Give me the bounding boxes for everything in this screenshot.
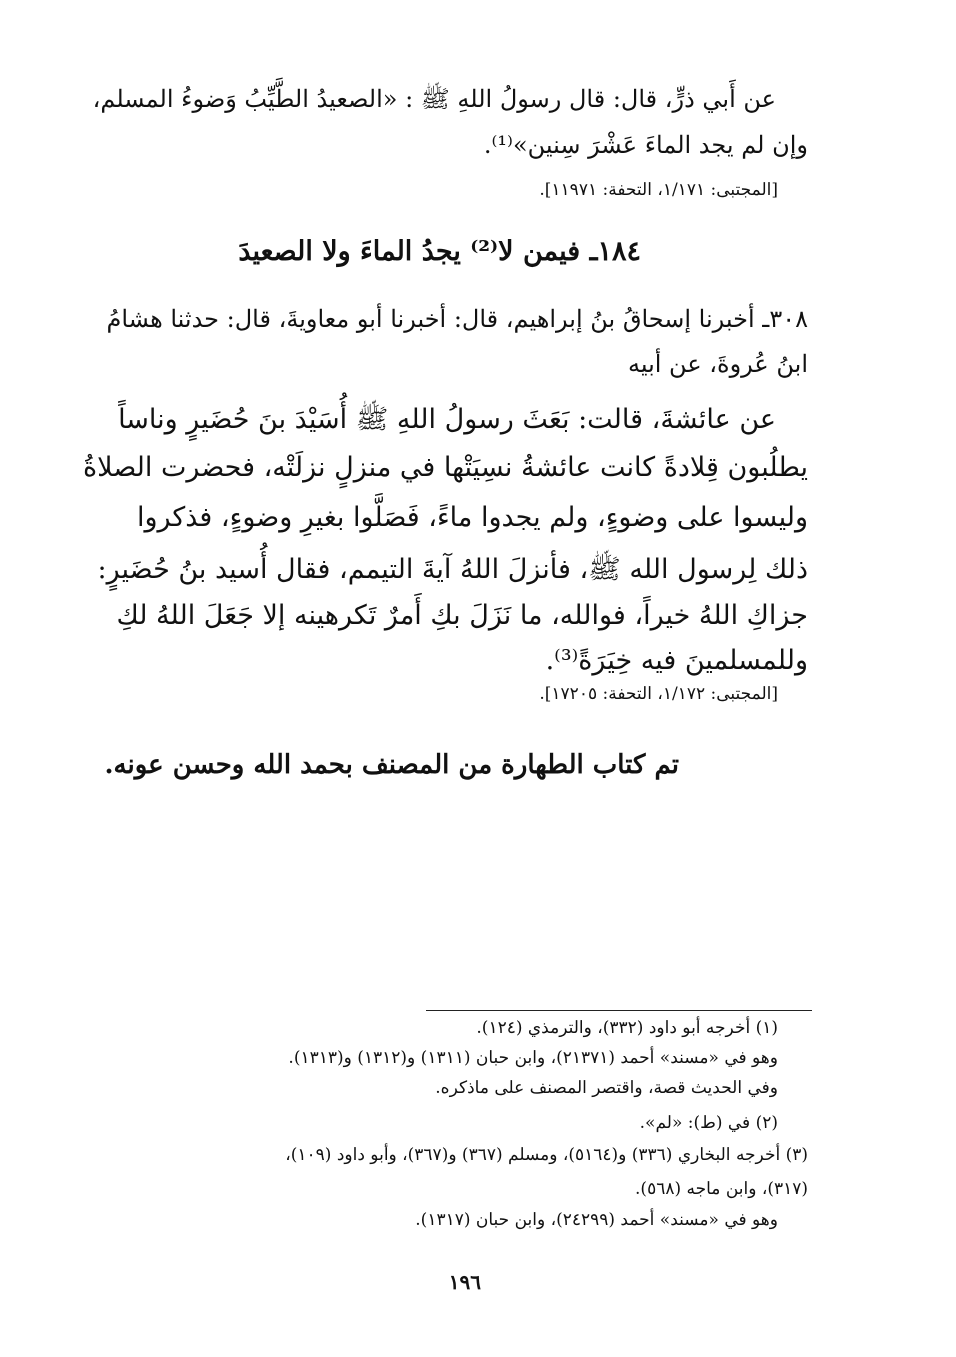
footnote-3: (٣) أخرجه البخاري (٣٣٦) و(٥١٦٤)، ومسلم (٣٦٧) و(٣٦٧)، وأبو داود (١٠٩)، bbox=[285, 1145, 808, 1165]
footnote-3-line-2: (٣١٧)، وابن ماجه (٥٦٨). bbox=[635, 1179, 808, 1199]
hadith-307-line-2: وإن لم يجد الماءَ عَشْرَ سِنين»⁽¹⁾. bbox=[483, 131, 808, 159]
hadith-307-line-1: عن أَبي ذرٍّ، قال: قال رسولُ اللهِ ﷺ : «الصعيدُ الطَّيِّبُ وَضوءُ المسلم، bbox=[92, 85, 776, 113]
chapter-heading: ١٨٤ـ فيمن لا⁽²⁾ يجدُ الماءَ ولا الصعيدَ bbox=[238, 236, 641, 267]
hadith-308-isnad-line-2: ابنُ عُروةَ، عن أبيه bbox=[627, 350, 808, 378]
hadith-308-matn-line-5: جزاكِ اللهُ خيراً، فوالله، ما نَزَلَ بكِ أَمرٌ تَكرهينه إلا جَعَلَ اللهُ لكِ bbox=[116, 600, 808, 631]
page-number: ١٩٦ bbox=[448, 1270, 481, 1294]
hadith-308-matn-line-1: عن عائشةَ، قالت: بَعَثَ رسولُ اللهِ ﷺ أُسَيْدَ بنَ حُضَيرٍ وناساً bbox=[118, 404, 776, 435]
hadith-308-matn-line-4: ذلك لِرسول الله ﷺ، فأنزلَ اللهُ آيةَ التيمم، فقال أُسيد بنُ حُضَيرٍ: bbox=[97, 554, 808, 585]
hadith-308-matn-line-6: وللمسلمينَ فيه خِيَرَةً⁽³⁾. bbox=[545, 645, 808, 676]
footnote-3-line-3: وهو في «مسند» أحمد (٢٤٢٩٩)، وابن حبان (١٣١٧). bbox=[415, 1210, 778, 1230]
footnote-1-line-2: وهو في «مسند» أحمد (٢١٣٧١)، وابن حبان (١٣١١) و(١٣١٢) و(١٣١٣). bbox=[288, 1048, 778, 1068]
hadith-308-isnad-line-1: ٣٠٨ـ أخبرنا إسحاقُ بنُ إبراهيم، قال: أخبرنا أبو معاويةَ، قال: حدثنا هشامُ bbox=[106, 305, 808, 333]
hadith-308-reference: [المجتبى: ١/١٧٢، التحفة: ١٧٢٠٥]. bbox=[539, 684, 778, 704]
book-colophon: تم كتاب الطهارة من المصنف بحمد الله وحسن عونه. bbox=[104, 750, 679, 780]
footnote-1-line-3: وفي الحديث قصة، واقتصر المصنف على ماذكره. bbox=[435, 1078, 778, 1098]
hadith-308-matn-line-2: يطلُبون قِلادةً كانت عائشةُ نسِيَتْها في منزلٍ نزلَتْه، فحضرت الصلاةُ bbox=[82, 452, 808, 483]
hadith-307-reference: [المجتبى: ١/١٧١، التحفة: ١١٩٧١]. bbox=[539, 180, 778, 200]
footnote-1: (١) أخرجه أبو داود (٣٣٢)، والترمذي (١٢٤). bbox=[476, 1018, 778, 1038]
footnote-2: (٢) في (ط): «لم». bbox=[639, 1113, 778, 1133]
footnote-separator bbox=[426, 1010, 812, 1011]
hadith-308-matn-line-3: وليسوا على وضوءٍ، ولم يجدوا ماءً، فَصَلَّوا بغيرِ وضوءٍ، فذكروا bbox=[136, 502, 808, 533]
